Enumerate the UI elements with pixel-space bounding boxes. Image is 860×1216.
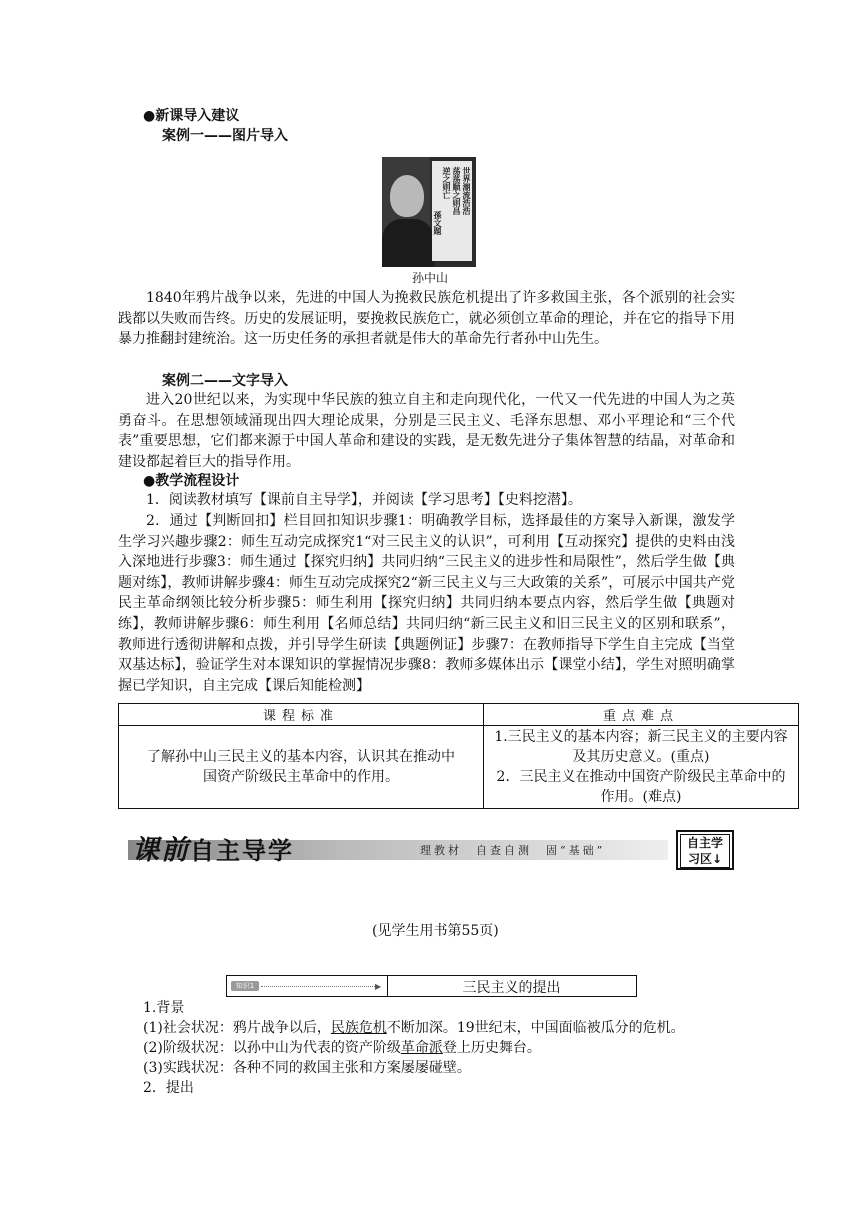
background-item-3: (3)实践状况：各种不同的救国主张和方案屡屡碰壁。 [143, 1060, 471, 1076]
intro-heading: ●新课导入建议 [143, 108, 240, 124]
table-header-standard: 课程标准 [119, 704, 484, 726]
keypoints-cell [484, 726, 799, 809]
portrait-face [390, 175, 424, 217]
background-title: 1.背景 [143, 1000, 185, 1016]
knowledge-point-box [226, 975, 637, 997]
sun-yat-sen-photo [382, 157, 476, 267]
self-study-zone-badge: 自主学 习区↓ [676, 830, 734, 870]
section-banner [128, 826, 734, 868]
table-header-keypoints: 重点难点 [484, 704, 799, 726]
banner-subtitle: 理教材 自查自测 固“基础” [420, 844, 606, 857]
banner-title: 课前自主导学 [132, 835, 294, 866]
case1-title: 案例一——图片导入 [162, 128, 288, 144]
background-item-1: (1)社会状况：鸦片战争以后，民族危机不断加深。19世纪末，中国面临被瓜分的危机。 [143, 1020, 685, 1036]
standards-table [118, 703, 799, 809]
flow-step-2: 2．通过【判断回扣】栏目回扣知识步骤1：明确教学目标，选择最佳的方案导入新课，激发学生学习兴趣步骤2：师生互动完成探究1“对三民主义的认识”，可利用【互动探究】提供的史料由浅入深地进行步骤3：师生通过【探究归纳】共同归纳“三民主义的进步性和局限性”，然后学生做【典题对练】，教师讲解步骤4：师生互动完成探究2“新三民主义与三大政策的关系”，可展示中国共产党民主革命纲领比较分析步骤5：师生利用【探究归纳】共同归纳本要点内容，然后学生做【典题对练】，教师讲解步骤6：师生利用【名师总结】共同归纳“新三民主义和旧三民主义的区别和联系”，教师进行透彻讲解和点拨，并引导学生研读【典题例证】步骤7：在教师指导下学生自主完成【当堂双基达标】，验证学生对本课知识的掌握情况步骤8：教师多媒体出示【课堂小结】，学生对照明确掌握已学知识，自主完成【课后知能检测】 [118, 513, 735, 694]
propose-title: 2．提出 [143, 1080, 194, 1096]
key-term: 民族危机 [330, 1020, 387, 1036]
case2-title: 案例二——文字导入 [162, 373, 288, 389]
case1-paragraph: 1840年鸦片战争以来，先进的中国人为挽救民族危机提出了许多救国主张，各个派别的社会实践都以失败而告终。历史的发展证明，要挽救民族危亡，就必须创立革命的理论，并在它的指导下用暴力推翻封建统治。这一历史任务的承担者就是伟大的革命先行者孙中山先生。 [118, 290, 735, 348]
photo-caption: 孙中山 [412, 271, 449, 285]
page-reference: (见学生用书第55页) [372, 923, 499, 939]
knowledge-tag: 知识1 ▶ [227, 976, 388, 996]
key-term: 革命派 [400, 1040, 443, 1056]
arrow-right-icon: ▶ [375, 982, 382, 991]
knowledge-title: 三民主义的提出 [462, 980, 561, 996]
flow-heading: ●教学流程设计 [143, 473, 240, 489]
standard-cell: 了解孙中山三民主义的基本内容，认识其在推动中国资产阶级民主革命中的作用。 [119, 726, 484, 809]
keypoint-1: 1.三民主义的基本内容；新三民主义的主要内容及其历史意义。(重点) [494, 729, 788, 765]
calligraphy-scroll: 世界潮流浩浩 荡荡顺之则昌 逆之则亡 孫文題 [432, 161, 472, 261]
flow-step-1: 1．阅读教材填写【课前自主导学】，并阅读【学习思考】【史料挖潜】。 [146, 492, 582, 508]
case2-paragraph: 进入20世纪以来，为实现中华民族的独立自主和走向现代化，一代又一代先进的中国人为之英勇奋斗。在思想领域涌现出四大理论成果，分别是三民主义、毛泽东思想、邓小平理论和“三个代表”重要思想，它们都来源于中国人革命和建设的实践，是无数先进分子集体智慧的结晶，对革命和建设都起着巨大的指导作用。 [118, 392, 735, 470]
keypoint-2: 2．三民主义在推动中国资产阶级民主革命中的作用。(难点) [496, 769, 786, 805]
background-item-2: (2)阶级状况：以孙中山为代表的资产阶级革命派登上历史舞台。 [143, 1040, 541, 1056]
